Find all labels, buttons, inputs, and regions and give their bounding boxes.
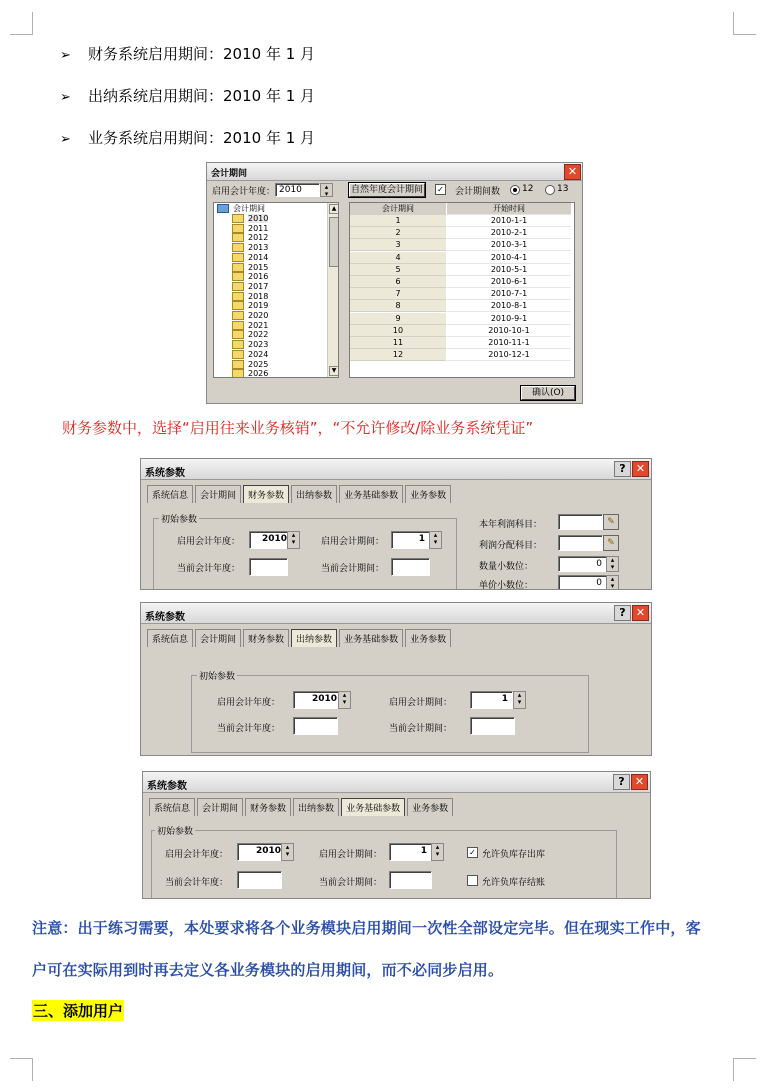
year-spinner[interactable]: ▴ ▾: [320, 183, 333, 197]
table-row[interactable]: [350, 215, 574, 227]
year-spinner[interactable]: ▴ ▾: [281, 843, 294, 861]
tree-node-year[interactable]: 2011: [232, 224, 268, 234]
close-icon[interactable]: ✕: [631, 774, 648, 790]
table-row[interactable]: [350, 337, 574, 349]
current-period-label: 当前会计期间：: [319, 878, 383, 888]
title-bar: [143, 772, 650, 793]
note-line: 注意：出于练习需要，本处要求将各个业务模块启用期间一次性全部设定完毕。但在现实工作中，客: [32, 919, 701, 937]
tree-node-year[interactable]: 2024: [232, 350, 268, 360]
period-spinner[interactable]: ▴ ▾: [431, 843, 444, 861]
tab-bar: [149, 798, 455, 816]
profit-subject-input[interactable]: [558, 514, 603, 530]
current-period-label: 当前会计期间：: [321, 564, 385, 574]
start-year-input[interactable]: 2010: [249, 531, 291, 549]
tree-node-year[interactable]: 2017: [232, 282, 268, 292]
tab-bar: [147, 629, 453, 647]
tree-node-year[interactable]: 2020: [232, 311, 268, 321]
dialog-title: 会计期间: [211, 169, 248, 179]
tree-node-year[interactable]: 2022: [232, 330, 268, 340]
period-cell: 4: [350, 252, 446, 264]
start-period-input[interactable]: 1: [389, 843, 432, 861]
current-period-input[interactable]: [389, 871, 432, 889]
table-row[interactable]: [350, 288, 574, 300]
dialog-title: 系统参数: [147, 781, 187, 792]
tab-business-base-params[interactable]: 业务基础参数: [339, 629, 403, 647]
folder-icon: [232, 311, 244, 320]
table-header: [350, 203, 574, 215]
lookup-icon[interactable]: ✎: [603, 535, 619, 551]
current-year-input[interactable]: [249, 558, 288, 576]
system-params-dialog-business-base: [142, 771, 651, 899]
start-year-label: 启用会计年度：: [212, 187, 276, 197]
allow-negative-out-label: 允许负库存出库: [482, 850, 546, 860]
period-cell: 10: [350, 325, 446, 337]
close-icon[interactable]: ✕: [632, 605, 649, 621]
current-year-label: 当前会计年度：: [165, 878, 229, 888]
start-date-cell: 2010-5-1: [447, 264, 571, 276]
help-icon[interactable]: ?: [614, 605, 631, 621]
table-row[interactable]: [350, 325, 574, 337]
tab-cashier-params[interactable]: 出纳参数: [293, 798, 339, 816]
table-row[interactable]: [350, 276, 574, 288]
red-instruction: 财务参数中，选择“启用往来业务核销”，“不允许修改/除业务系统凭证”: [62, 419, 534, 437]
tab-accounting-period[interactable]: 会计期间: [195, 629, 241, 647]
folder-icon: [232, 292, 244, 301]
tree-node-year[interactable]: 2019: [232, 301, 268, 311]
start-year-label: 启用会计年度：: [217, 698, 281, 708]
start-date-cell: 2010-6-1: [447, 276, 571, 288]
tab-accounting-period[interactable]: 会计期间: [197, 798, 243, 816]
period-count-checkbox[interactable]: ✓: [435, 184, 446, 195]
folder-icon: [232, 253, 244, 262]
year-spinner[interactable]: ▴ ▾: [338, 691, 351, 709]
bullet-text: 业务系统启用期间：2010 年 1 月: [88, 129, 316, 147]
folder-icon: [232, 321, 244, 330]
bullet-item: [60, 43, 315, 65]
tree-node-year[interactable]: 2021: [232, 321, 268, 331]
radio-12[interactable]: [510, 185, 520, 195]
group-title: 初始参数: [155, 824, 195, 837]
tree-node-year[interactable]: 2016: [232, 272, 268, 282]
tab-system-info[interactable]: 系统信息: [147, 485, 193, 503]
start-date-cell: 2010-1-1: [447, 215, 571, 227]
tab-finance-params[interactable]: 财务参数: [245, 798, 291, 816]
start-date-cell: 2010-9-1: [447, 313, 571, 325]
folder-icon: [232, 301, 244, 310]
close-icon[interactable]: ✕: [632, 461, 649, 477]
current-period-input[interactable]: [391, 558, 430, 576]
start-date-cell: 2010-3-1: [447, 239, 571, 251]
table-row[interactable]: [350, 239, 574, 251]
tree-node-year[interactable]: 2013: [232, 243, 268, 253]
tab-finance-params[interactable]: 财务参数: [243, 629, 289, 647]
start-period-input[interactable]: 1: [470, 691, 513, 709]
tab-system-info[interactable]: 系统信息: [149, 798, 195, 816]
arrow-bullet-icon: ➢: [60, 90, 71, 105]
start-date-cell: 2010-4-1: [447, 252, 571, 264]
tree-node-year[interactable]: 2026: [232, 369, 268, 378]
price-decimals-input[interactable]: 0: [558, 575, 607, 590]
qty-decimals-input[interactable]: 0: [558, 556, 607, 572]
col-period-header: 会计期间: [350, 203, 446, 215]
title-bar: [207, 163, 582, 181]
bullet-text: 财务系统启用期间：2010 年 1 月: [88, 45, 316, 63]
start-date-cell: 2010-11-1: [447, 337, 571, 349]
qty-decimals-label: 数量小数位：: [479, 562, 534, 572]
current-period-label: 当前会计期间：: [389, 724, 453, 734]
tab-business-params[interactable]: 业务参数: [407, 798, 453, 816]
bullet-item: [60, 85, 315, 107]
arrow-bullet-icon: ➢: [60, 48, 71, 63]
tab-bar: [147, 485, 453, 503]
period-table: [349, 202, 575, 378]
folder-icon: [232, 214, 244, 223]
folder-icon: [232, 350, 244, 359]
table-row[interactable]: [350, 264, 574, 276]
current-period-input[interactable]: [470, 717, 515, 735]
initial-params-group: [151, 830, 617, 899]
qty-spinner[interactable]: ▴ ▾: [606, 556, 619, 572]
allow-negative-close-label: 允许负库存结账: [482, 878, 546, 888]
tab-business-params[interactable]: 业务参数: [405, 485, 451, 503]
dist-subject-input[interactable]: [558, 535, 603, 551]
period-cell: 12: [350, 349, 446, 361]
corner-mark: [733, 1058, 756, 1081]
folder-icon: [232, 224, 244, 233]
confirm-button[interactable]: 确认(O): [521, 386, 575, 400]
table-row[interactable]: [350, 349, 574, 361]
period-spinner[interactable]: ▴ ▾: [429, 531, 442, 549]
arrow-bullet-icon: ➢: [60, 132, 71, 147]
start-date-cell: 2010-10-1: [447, 325, 571, 337]
period-cell: 2: [350, 227, 446, 239]
folder-icon: [232, 243, 244, 252]
note-line: 户可在实际用到时再去定义各业务模块的启用期间，而不必同步启用。: [32, 961, 504, 979]
start-year-label: 启用会计年度：: [177, 537, 241, 547]
tree-node-year[interactable]: 2010: [232, 214, 268, 224]
folder-icon: [232, 360, 244, 369]
folder-icon: [232, 233, 244, 242]
radio-13-label: 13: [557, 184, 569, 194]
accounting-period-dialog: [206, 162, 583, 404]
allow-negative-close-checkbox[interactable]: [467, 875, 478, 886]
dist-subject-label: 利润分配科目：: [479, 541, 543, 551]
tab-system-info[interactable]: 系统信息: [147, 629, 193, 647]
folder-icon: [232, 272, 244, 281]
start-date-cell: 2010-7-1: [447, 288, 571, 300]
lookup-icon[interactable]: ✎: [603, 514, 619, 530]
tab-business-base-params[interactable]: 业务基础参数: [341, 798, 405, 816]
title-bar: [141, 603, 651, 624]
start-period-label: 启用会计期间：: [389, 698, 453, 708]
table-row[interactable]: [350, 252, 574, 264]
natural-year-button[interactable]: 自然年度会计期间: [350, 185, 423, 195]
radio-13[interactable]: [545, 185, 555, 195]
profit-subject-label: 本年利润科目：: [479, 520, 543, 530]
corner-mark: [10, 12, 33, 35]
section-heading: 三、添加用户: [33, 1002, 124, 1020]
folder-icon: [232, 282, 244, 291]
folder-icon: [232, 340, 244, 349]
period-cell: 3: [350, 239, 446, 251]
tree-scrollbar[interactable]: ▲ ▼: [327, 203, 338, 377]
allow-negative-out-checkbox[interactable]: ✓: [467, 847, 478, 858]
tree-root[interactable]: 会计期间: [217, 204, 265, 214]
start-year-input[interactable]: 2010: [293, 691, 341, 709]
tab-finance-params[interactable]: 财务参数: [243, 485, 289, 503]
help-icon[interactable]: ?: [614, 461, 631, 477]
system-params-dialog-finance: [140, 458, 652, 590]
group-title: 初始参数: [159, 512, 199, 525]
start-period-label: 启用会计期间：: [321, 537, 385, 547]
table-row[interactable]: [350, 227, 574, 239]
tree-node-year[interactable]: 2012: [232, 233, 268, 243]
col-start-header: 开始时间: [447, 203, 571, 215]
period-count-label: 会计期间数: [455, 187, 501, 197]
period-tree[interactable]: [213, 202, 339, 378]
bullet-text: 出纳系统启用期间：2010 年 1 月: [88, 87, 316, 105]
start-date-cell: 2010-8-1: [447, 300, 571, 312]
globe-icon: [217, 204, 229, 213]
corner-mark: [10, 1058, 33, 1081]
tree-node-year[interactable]: 2015: [232, 263, 268, 273]
year-spinner[interactable]: ▴ ▾: [287, 531, 300, 549]
start-date-cell: 2010-12-1: [447, 349, 571, 361]
period-cell: 5: [350, 264, 446, 276]
price-decimals-label: 单价小数位：: [479, 581, 534, 590]
period-cell: 1: [350, 215, 446, 227]
bullet-item: [60, 127, 315, 149]
corner-mark: [733, 12, 756, 35]
dialog-title: 系统参数: [145, 468, 185, 479]
period-cell: 9: [350, 313, 446, 325]
start-period-label: 启用会计期间：: [319, 850, 383, 860]
close-icon[interactable]: ✕: [564, 164, 581, 180]
table-row[interactable]: [350, 300, 574, 312]
radio-12-label: 12: [522, 184, 534, 194]
start-period-input[interactable]: 1: [391, 531, 430, 549]
period-cell: 8: [350, 300, 446, 312]
tab-cashier-params[interactable]: 出纳参数: [291, 485, 337, 503]
title-bar: [141, 459, 651, 480]
current-year-input[interactable]: [237, 871, 282, 889]
initial-params-group: [191, 675, 589, 753]
tab-business-base-params[interactable]: 业务基础参数: [339, 485, 403, 503]
start-year-label: 启用会计年度：: [165, 850, 229, 860]
tab-cashier-params[interactable]: 出纳参数: [291, 629, 337, 647]
period-cell: 6: [350, 276, 446, 288]
tree-node-year[interactable]: 2014: [232, 253, 268, 263]
start-date-cell: 2010-2-1: [447, 227, 571, 239]
period-spinner[interactable]: ▴ ▾: [513, 691, 526, 709]
price-spinner[interactable]: ▴ ▾: [606, 575, 619, 590]
tab-business-params[interactable]: 业务参数: [405, 629, 451, 647]
start-year-input[interactable]: 2010: [237, 843, 285, 861]
period-cell: 7: [350, 288, 446, 300]
current-year-label: 当前会计年度：: [217, 724, 281, 734]
folder-icon: [232, 330, 244, 339]
current-year-label: 当前会计年度：: [177, 564, 241, 574]
group-title: 初始参数: [197, 669, 237, 682]
period-cell: 11: [350, 337, 446, 349]
folder-icon: [232, 369, 244, 378]
tree-node-year[interactable]: 2025: [232, 360, 268, 370]
system-params-dialog-cashier: [140, 602, 652, 756]
table-row[interactable]: [350, 313, 574, 325]
dialog-title: 系统参数: [145, 612, 185, 623]
tab-accounting-period[interactable]: 会计期间: [195, 485, 241, 503]
folder-icon: [232, 263, 244, 272]
tree-node-year[interactable]: 2018: [232, 292, 268, 302]
tree-node-year[interactable]: 2023: [232, 340, 268, 350]
current-year-input[interactable]: [293, 717, 338, 735]
help-icon[interactable]: ?: [613, 774, 630, 790]
start-year-input[interactable]: 2010: [275, 183, 320, 197]
initial-params-group: [153, 518, 457, 590]
